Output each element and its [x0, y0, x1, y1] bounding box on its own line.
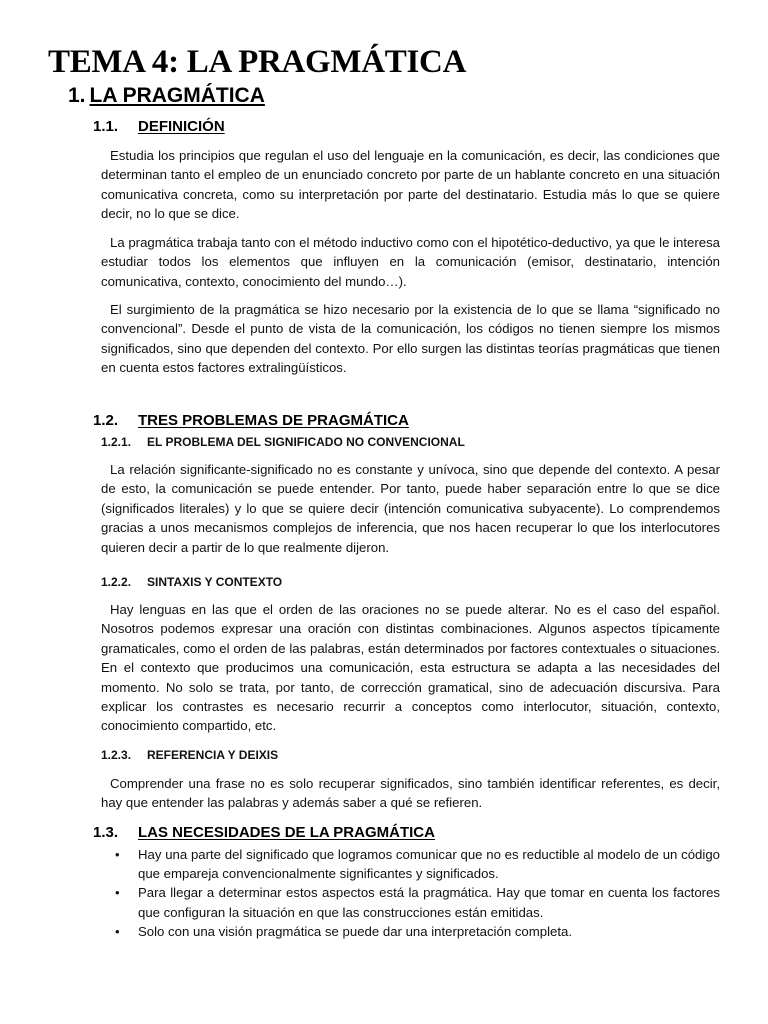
section-number: 1.	[68, 84, 86, 107]
section-number: 1.3.	[93, 824, 119, 841]
section-title: DEFINICIÓN	[138, 118, 225, 135]
paragraph: Hay lenguas en las que el orden de las oraciones no se puede alterar. No es el caso del español. Nosotros podemos expresar una oración con distintas combinaciones. Algunos aspectos típicamente gramaticales, como el orden de las palabras, están determinados por factores contextuales o situaciones. En el contexto que producimos una comunicación, esta estructura se adapta a las necesidades del momento. No solo se trata, por tanto, de corrección gramatical, sino de adecuación discursiva. Para explicar los contrastes es necesario recurrir a conceptos como interlocutor, situación, contexto, conocimiento compartido, etc.	[101, 602, 720, 734]
paragraph: La relación significante-significado no es constante y unívoca, sino que depende del contexto. A pesar de esto, la comunicación se puede entender. Por tanto, puede haber separación entre lo que se dice (significados literales) y lo que se quiere decir (intención comunicativa subyacente). Lo comprendemos gracias a unos mecanismos complejos de inferencia, que nos hacen recuperar lo que los interlocutores quieren decir a partir de lo que realmente dijeron.	[101, 462, 720, 555]
section-number: 1.2.2.	[101, 575, 132, 589]
section-number: 1.2.1.	[101, 435, 132, 449]
paragraph: La pragmática trabaja tanto con el método inductivo como con el hipotético-deductivo, ya que le interesa estudiar todos los elementos que influyen en la comunicación (emisor, destinatario, intención comunicativa, contexto, conocimiento del mundo…).	[101, 235, 720, 289]
section-1-3-heading	[93, 824, 435, 841]
paragraph: Estudia los principios que regulan el uso del lenguaje en la comunicación, es decir, las condiciones que determinan tanto el empleo de un enunciado concreto por parte de un hablante concreto en una situación comunicativa concreta, como su interpretación por parte del destinatario. Estudia más lo que se quiere decir, no lo que se dice.	[101, 148, 720, 222]
bullet-icon: •	[115, 923, 120, 939]
section-1-2-1-heading	[101, 435, 465, 449]
needs-bullet-list	[101, 845, 720, 941]
section-title: SINTAXIS Y CONTEXTO	[147, 575, 283, 589]
list-item	[101, 883, 720, 921]
section-title: LAS NECESIDADES DE LA PRAGMÁTICA	[138, 824, 435, 841]
bullet-icon: •	[115, 847, 120, 862]
paragraph: El surgimiento de la pragmática se hizo necesario por la existencia de lo que se llama “significado no convencional”. Desde el punto de vista de la comunicación, los códigos no tienen siempre los mismos significados, sino que dependen del contexto. Por ello surgen las distintas teorías pragmáticas que tienen en cuenta estos factores extralingüísticos.	[101, 302, 720, 376]
section-1-1-heading	[93, 118, 225, 135]
list-item-text: Para llegar a determinar estos aspectos está la pragmática. Hay que tomar en cuenta los factores que configuran la situación en que las construcciones están emitidas.	[138, 885, 720, 920]
bullet-icon: •	[115, 885, 120, 901]
section-title: LA PRAGMÁTICA	[89, 84, 265, 107]
section-number: 1.2.	[93, 412, 119, 429]
section-number: 1.1.	[93, 118, 119, 135]
section-1-2-heading	[93, 412, 409, 429]
paragraph: Comprender una frase no es solo recuperar significados, sino también identificar referentes, es decir, hay que entender las palabras y además saber a qué se refieren.	[101, 776, 720, 811]
list-item-text: Solo con una visión pragmática se puede dar una interpretación completa.	[138, 923, 572, 939]
section-number: 1.2.3.	[101, 748, 132, 762]
list-item-text: Hay una parte del significado que logramos comunicar que no es reductible al modelo de un código que empareja convencionalmente significantes y significados.	[138, 847, 720, 882]
section-1-2-3-heading	[101, 748, 278, 762]
list-item	[101, 845, 720, 883]
section-title: EL PROBLEMA DEL SIGNIFICADO NO CONVENCIONAL	[147, 435, 465, 449]
section-1-heading	[68, 84, 265, 108]
list-item	[101, 922, 720, 941]
section-1-2-2-heading	[101, 575, 282, 589]
section-title: TRES PROBLEMAS DE PRAGMÁTICA	[138, 412, 409, 429]
document-title: TEMA 4: LA PRAGMÁTICA	[48, 44, 467, 80]
section-title: REFERENCIA Y DEIXIS	[147, 748, 279, 762]
